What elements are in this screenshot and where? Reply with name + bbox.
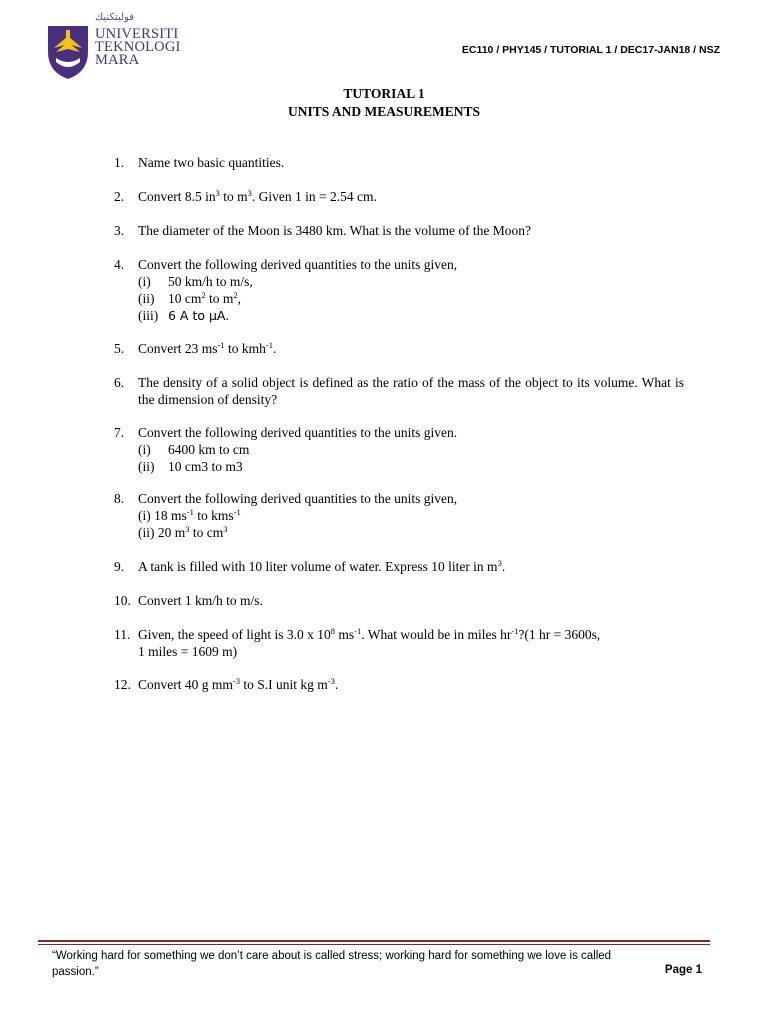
question-number: 11. — [114, 627, 131, 642]
question-text: Convert 40 g $mm^{-3}$ to S.I unit kg $m^{-3}$. — [138, 676, 339, 692]
logo-line: MARA — [95, 52, 140, 68]
question-text: The density of a solid object is defined as the ratio of the mass of the object to its volume. What is the dimension of density? — [138, 375, 684, 407]
question-number: 1. — [114, 155, 125, 170]
question-number: 5. — [114, 341, 125, 356]
question-text: Convert 23 $ms^{-1}$ to kmh$^{-1}$. — [138, 340, 277, 356]
uitm-crest-icon — [46, 22, 90, 80]
document-code: EC110 / PHY145 / TUTORIAL 1 / DEC17-JAN18 / NSZ — [461, 44, 720, 56]
logo-jawi-text: ﻓﻮﻟﻴﺘﻜﻨﻴﻚ — [95, 12, 135, 23]
question-text: Convert 1 km/h to m/s. — [138, 593, 263, 608]
question-number: 8. — [114, 491, 125, 506]
sub-item: (i) 50 km/h to m/s, — [138, 274, 253, 289]
page-number: Page 1 — [664, 964, 702, 976]
question-number: 2. — [114, 189, 125, 204]
sub-item: (i) 18 $ms^{-1}$ to kms$^{-1}$ — [138, 507, 241, 523]
question-text: The diameter of the Moon is 3480 km. What is the volume of the Moon? — [138, 223, 532, 238]
logo-wordmark — [95, 28, 181, 67]
question-text: Given, the speed of light is 3.0 x $10^8$ $ms^{-1}$. What would be in miles $hr^{-1}?(1$ hr = 3600s, 1 miles = 1609 m) — [138, 626, 601, 659]
question-text: Convert the following derived quantities to the units given, (i) 50 km/h to m/s, (ii) 10 $cm^2$ to $m^2$, (iii) 6 A to μA. — [138, 256, 684, 324]
sub-item: (ii) 10 $cm^2$ to $m^2$, — [138, 290, 242, 306]
sub-item: (iii) 6 A to μA. — [138, 308, 230, 323]
sub-item: (i) 6400 km to cm — [138, 442, 250, 457]
footer-quote: “Working hard for something we don’t care about is called stress; working hard for something we love is called passion.” — [52, 950, 612, 978]
question-text: A tank is filled with 10 liter volume of water. Express 10 liter in $m^3$. — [138, 558, 506, 574]
question-number: 7. — [114, 425, 125, 440]
question-text: Name two basic quantities. — [138, 155, 285, 170]
sub-item: (ii) 10 cm3 to m3 — [138, 459, 243, 474]
sub-item: (ii) 20 $m^3$ to $cm^3$ — [138, 524, 228, 540]
question-number: 9. — [114, 559, 125, 574]
tutorial-subtitle: UNITS AND MEASUREMENTS — [287, 104, 481, 119]
question-number: 10. — [114, 593, 131, 608]
question-number: 12. — [114, 677, 131, 692]
question-text: Convert the following derived quantities to the units given, (i) 18 $ms^{-1}$ to kms$^{-1}$ (ii) 20 $m^3$ to $cm^3$ — [138, 490, 684, 541]
question-number: 4. — [114, 257, 125, 272]
footer-rule-thin — [38, 944, 710, 945]
tutorial-title: TUTORIAL 1 — [343, 86, 425, 101]
footer-rule — [38, 940, 710, 942]
question-number: 6. — [114, 375, 125, 390]
question-text: Convert 8.5 $in^3$ to $m^3$. Given 1 in = 2.54 cm. — [138, 188, 377, 204]
question-number: 3. — [114, 223, 125, 238]
logo-line: UNIVERSITI — [95, 26, 179, 42]
uitm-logo — [46, 12, 181, 82]
logo-line: TEKNOLOGI — [95, 39, 181, 55]
question-text: Convert the following derived quantities to the units given. (i) 6400 km to cm (ii) 10 cm3 to m3 — [138, 424, 684, 475]
